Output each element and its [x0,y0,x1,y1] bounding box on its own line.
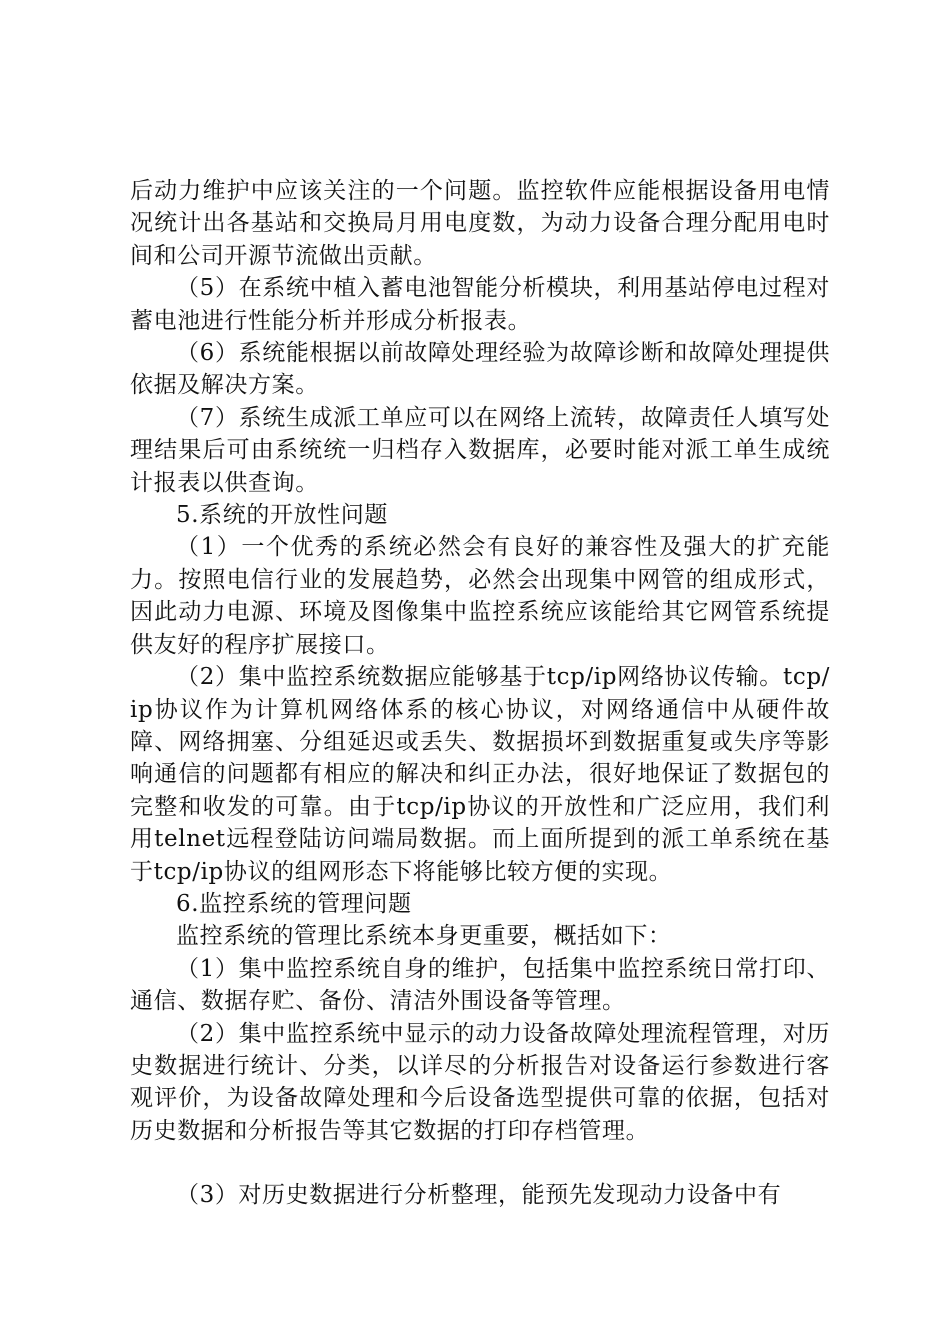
paragraph-management-item-1: （1）集中监控系统自身的维护，包括集中监控系统日常打印、通信、数据存贮、备份、清洁外围设备等管理。 [130,955,830,1015]
paragraph-management-item-3: （3）对历史数据进行分析整理，能预先发现动力设备中有 [176,1182,782,1209]
paragraph-item-6-fault-diagnosis: （6）系统能根据以前故障处理经验为故障诊断和故障处理提供依据及解决方案。 [130,340,830,399]
section-heading-management: 6.监控系统的管理问题 [176,890,412,917]
paragraph-management-item-2: （2）集中监控系统中显示的动力设备故障处理流程管理，对历史数据进行统计、分类，以详尽的分析报告对设备运行参数进行客观评价，为设备故障处理和今后设备选型提供可靠的依据，包括对历史数据和分析报告等其它数据的打印存档管理。 [130,1020,830,1144]
paragraph-openness-item-2-tcpip: （2）集中监控系统数据应能够基于tcp/ip网络协议传输。tcp/ip协议作为计算机网络体系的核心协议，对网络通信中从硬件故障、网络拥塞、分组延迟或丢失、数据损坏到数据重复或失序等影响通信的问题都有相应的解决和纠正办法，很好地保证了数据包的完整和收发的可靠。由于tcp/ip协议的开放性和广泛应用，我们利用telnet远程登陆访问端局数据。而上面所提到的派工单系统在基于tcp/ip协议的组网形态下将能够比较方便的实现。 [130,664,830,885]
paragraph-spacer [130,1147,830,1179]
paragraph-power-usage-continued: 后动力维护中应该关注的一个问题。监控软件应能根据设备用电情况统计出各基站和交换局月用电度数，为动力设备合理分配用电时间和公司开源节流做出贡献。 [130,178,830,269]
paragraph-management-intro: 监控系统的管理比系统本身更重要，概括如下： [176,923,672,950]
paragraph-item-7-work-orders: （7）系统生成派工单应可以在网络上流转，故障责任人填写处理结果后可由系统统一归档存入数据库，必要时能对派工单生成统计报表以供查询。 [130,404,830,496]
section-heading-openness: 5.系统的开放性问题 [176,502,388,529]
document-body [130,175,830,1212]
paragraph-openness-item-1: （1）一个优秀的系统必然会有良好的兼容性及强大的扩充能力。按照电信行业的发展趋势，必然会出现集中网管的组成形式，因此动力电源、环境及图像集中监控系统应该能给其它网管系统提供友好的程序扩展接口。 [130,534,830,658]
paragraph-item-5-battery-analysis: （5）在系统中植入蓄电池智能分析模块，利用基站停电过程对蓄电池进行性能分析并形成分析报表。 [130,275,830,334]
